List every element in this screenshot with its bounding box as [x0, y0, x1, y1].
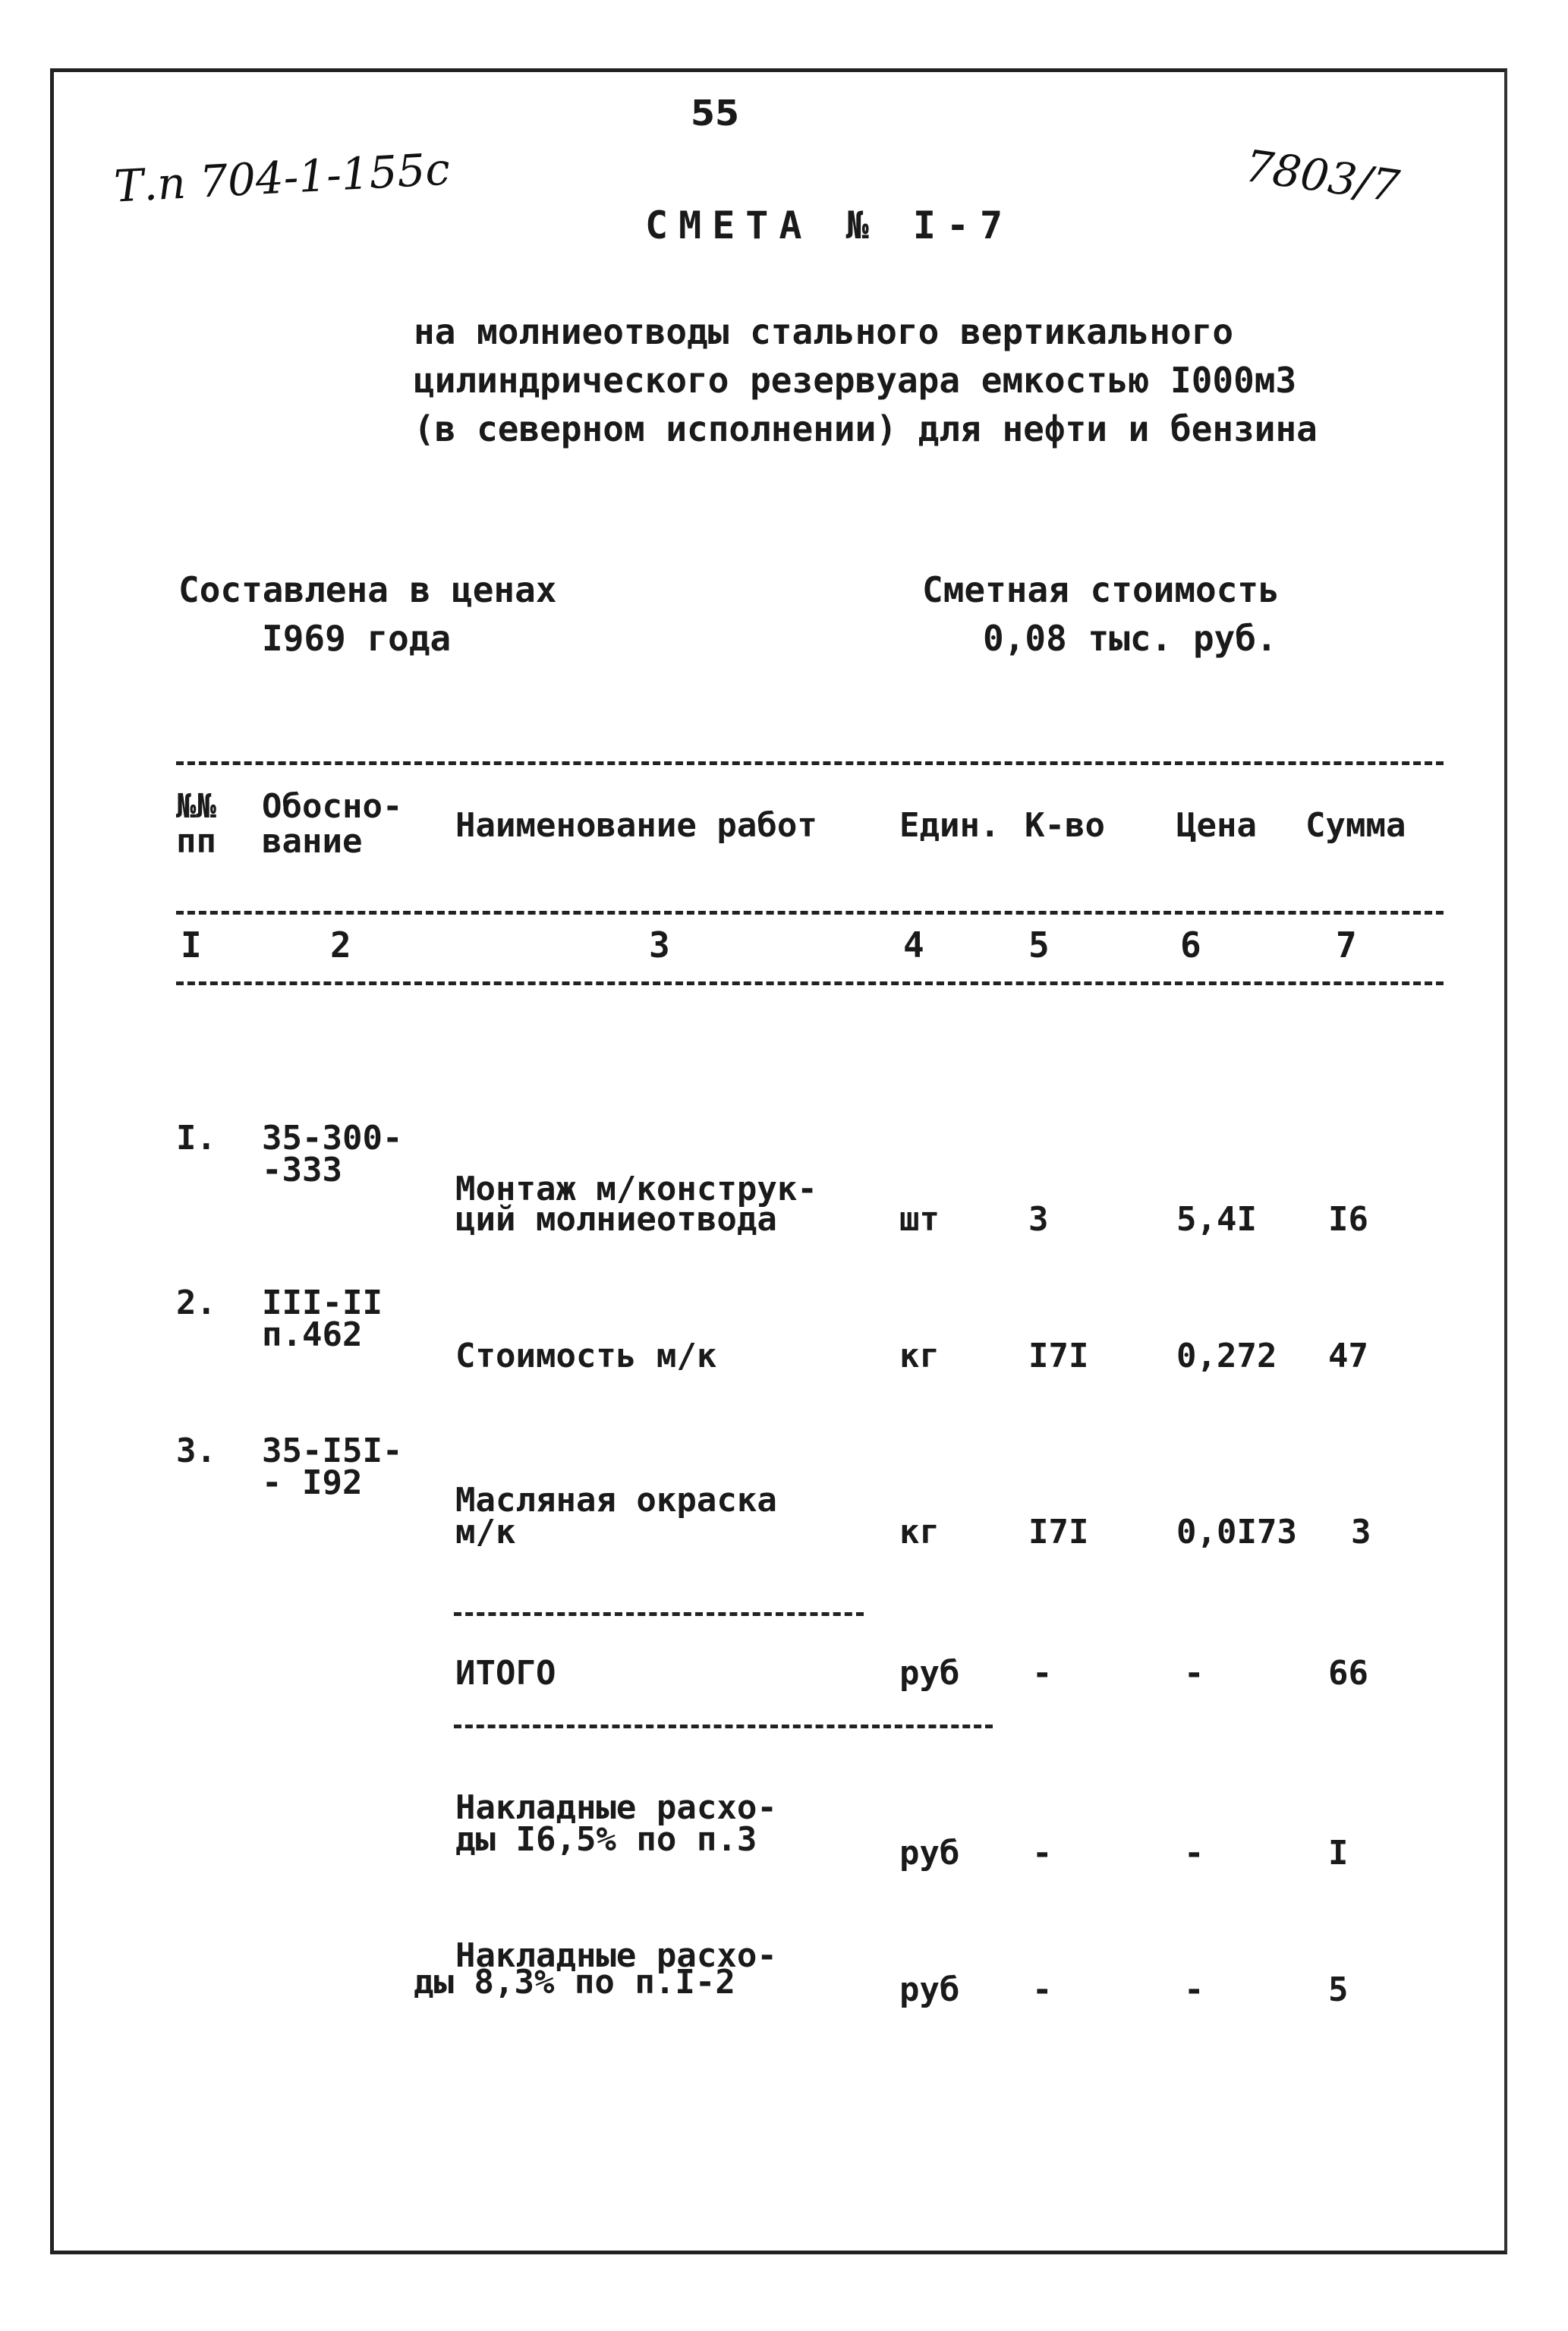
subtitle-line: (в северном исполнении) для нефти и бензина [414, 408, 1318, 449]
overhead-unit: руб [899, 1834, 960, 1873]
subtotal-rule-top [454, 1612, 864, 1616]
col-number: 5 [1028, 925, 1050, 965]
handwritten-doc-id: Т.п 704-1-155с [112, 143, 452, 213]
col-number: I [181, 925, 202, 965]
overhead-qty: - [1032, 1834, 1053, 1873]
col-header-price: Цена [1176, 806, 1257, 845]
page-number: 55 [691, 93, 740, 134]
overhead-price: - [1184, 1970, 1204, 2009]
row-sum: I6 [1328, 1200, 1368, 1239]
col-number: 4 [903, 925, 924, 965]
row-price: 0,272 [1176, 1337, 1277, 1375]
row-unit: кг [899, 1513, 940, 1551]
overhead-name: ды 8,3% по п.I-2 [414, 1963, 735, 2002]
row-no: 3. [176, 1432, 216, 1470]
row-sum: 47 [1328, 1337, 1368, 1375]
col-header-no: №№ пп [176, 787, 216, 861]
total-qty: - [1032, 1654, 1053, 1693]
row-unit: шт [899, 1200, 940, 1239]
row-basis: п.462 [262, 1315, 363, 1354]
col-number: 3 [649, 925, 670, 965]
row-basis: III-II [262, 1284, 383, 1322]
overhead-unit: руб [899, 1970, 960, 2009]
row-no: 2. [176, 1284, 216, 1322]
handwritten-doc-code: 7803/7 [1242, 140, 1403, 213]
header-rule-bottom [176, 981, 1444, 985]
overhead-name: Накладные расхо- [455, 1936, 777, 1975]
row-basis: - I92 [262, 1463, 363, 1502]
row-name: Стоимость м/к [455, 1337, 717, 1375]
row-name: ций молниеотвода [455, 1200, 777, 1239]
overhead-sum: 5 [1328, 1970, 1349, 2009]
row-name: Монтаж м/конструк- [455, 1170, 817, 1208]
col-number: 7 [1336, 925, 1357, 965]
cost-block [922, 565, 1280, 663]
row-name: м/к [455, 1513, 516, 1551]
row-no: I. [176, 1119, 216, 1158]
overhead-price: - [1184, 1834, 1204, 1873]
col-number: 6 [1180, 925, 1201, 965]
col-header-basis: Обосно- вание [262, 787, 403, 861]
subtotal-rule-bottom [454, 1725, 993, 1728]
col-number: 2 [330, 925, 351, 965]
row-basis: -333 [262, 1151, 342, 1189]
subtitle-line: цилиндрического резервуара емкостью I000м3 [414, 360, 1297, 401]
total-price: - [1184, 1654, 1204, 1693]
subtitle-line: на молниеотводы стального вертикального [414, 311, 1234, 352]
col-header-qty: К-во [1025, 806, 1105, 845]
overhead-name: Накладные расхо- [455, 1788, 777, 1827]
overhead-qty: - [1032, 1970, 1053, 2009]
overhead-sum: I [1328, 1834, 1349, 1873]
row-basis: 35-I5I- [262, 1432, 403, 1470]
row-unit: кг [899, 1337, 940, 1375]
header-rule-middle [176, 911, 1444, 915]
prices-block [178, 565, 557, 663]
row-price: 5,4I [1176, 1200, 1257, 1239]
row-basis: 35-300- [262, 1119, 403, 1158]
row-qty: I7I [1028, 1337, 1089, 1375]
overhead-name: ды I6,5% по п.3 [455, 1820, 757, 1859]
cost-label: Сметная стоимость [922, 569, 1280, 610]
header-rule-top [176, 761, 1444, 765]
row-qty: I7I [1028, 1513, 1089, 1551]
document-title: СМЕТА № I-7 [645, 203, 1014, 247]
col-header-sum: Сумма [1305, 806, 1406, 845]
total-sum: 66 [1328, 1654, 1368, 1693]
row-sum: 3 [1351, 1513, 1371, 1551]
prices-label: Составлена в ценах [178, 569, 557, 610]
row-qty: 3 [1028, 1200, 1049, 1239]
row-name: Масляная окраска [455, 1481, 777, 1520]
cost-value: 0,08 тыс. руб. [983, 618, 1277, 659]
row-price: 0,0I73 [1176, 1513, 1297, 1551]
document-subtitle [414, 307, 1318, 453]
total-label: ИТОГО [455, 1654, 556, 1693]
col-header-name: Наименование работ [455, 806, 817, 845]
col-header-unit: Един. [899, 806, 1000, 845]
prices-year: I969 года [262, 618, 452, 659]
total-unit: руб [899, 1654, 960, 1693]
